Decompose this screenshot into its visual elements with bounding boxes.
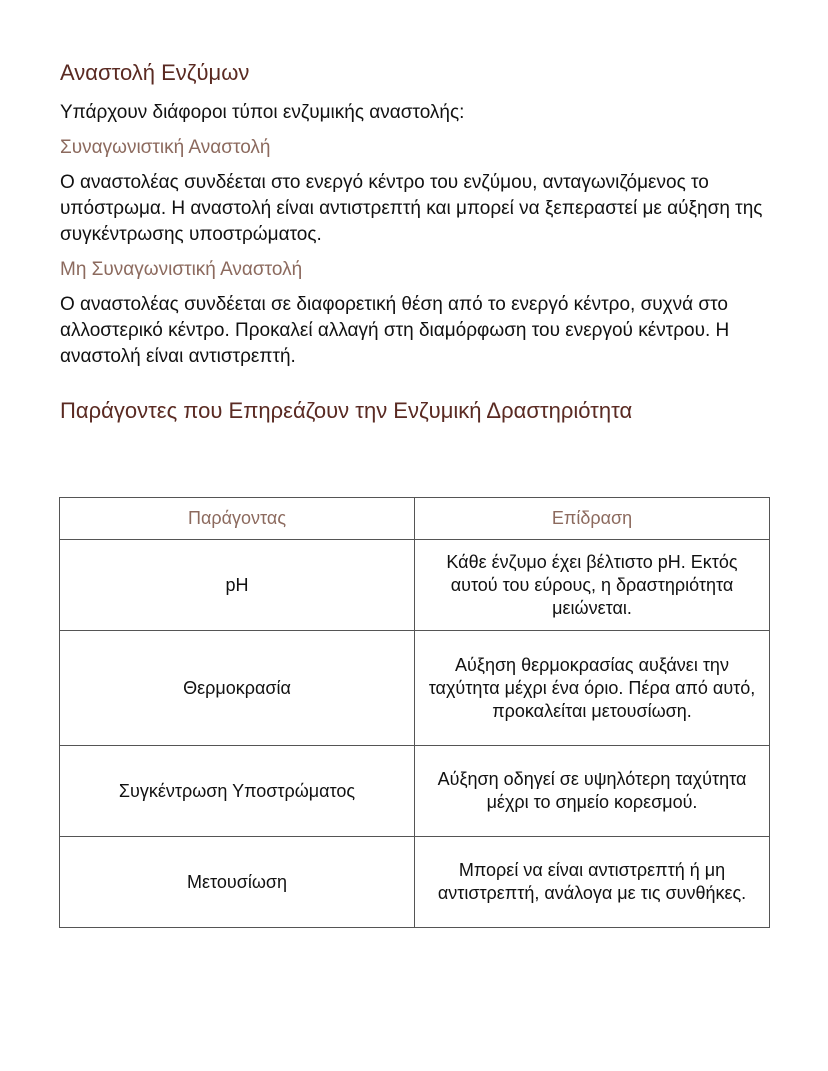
factor-cell: Μετουσίωση: [60, 837, 415, 928]
subtitle-noncompetitive: Μη Συναγωνιστική Αναστολή: [60, 259, 303, 280]
table-header-row: [60, 498, 770, 540]
table-row: [60, 837, 770, 928]
effect-cell: Αύξηση οδηγεί σε υψηλότερη ταχύτητα μέχρι το σημείο κορεσμού.: [415, 746, 770, 837]
competitive-paragraph: Ο αναστολέας συνδέεται στο ενεργό κέντρο του ενζύμου, ανταγωνιζόμενος το υπόστρωμα. Η αναστολή είναι αντιστρεπτή και μπορεί να ξεπεραστεί με αύξηση της συγκέντρωσης υποστρώματος.: [60, 172, 763, 245]
factors-table: [59, 497, 770, 928]
table-row: [60, 540, 770, 631]
factor-cell: Συγκέντρωση Υποστρώματος: [60, 746, 415, 837]
effect-cell: Μπορεί να είναι αντιστρεπτή ή μη αντιστρεπτή, ανάλογα με τις συνθήκες.: [415, 837, 770, 928]
effect-cell: Αύξηση θερμοκρασίας αυξάνει την ταχύτητα μέχρι ένα όριο. Πέρα από αυτό, προκαλείται μετουσίωση.: [415, 631, 770, 746]
intro-paragraph: Υπάρχουν διάφοροι τύποι ενζυμικής αναστολής:: [60, 102, 465, 123]
factor-cell: pH: [60, 540, 415, 631]
subtitle-competitive: Συναγωνιστική Αναστολή: [60, 137, 271, 158]
section-title-inhibition: Αναστολή Ενζύμων: [60, 60, 250, 85]
header-factor: Παράγοντας: [60, 498, 415, 540]
noncompetitive-paragraph: Ο αναστολέας συνδέεται σε διαφορετική θέση από το ενεργό κέντρο, συχνά στο αλλοστερικό κέντρο. Προκαλεί αλλαγή στη διαμόρφωση του ενεργού κέντρου. Η αναστολή είναι αντιστρεπτή.: [60, 294, 730, 367]
document-page: [60, 58, 772, 426]
table-row: [60, 631, 770, 746]
factor-cell: Θερμοκρασία: [60, 631, 415, 746]
section-title-factors: Παράγοντες που Επηρεάζουν την Ενζυμική Δραστηριότητα: [60, 398, 633, 423]
effect-cell: Κάθε ένζυμο έχει βέλτιστο pH. Εκτός αυτού του εύρους, η δραστηριότητα μειώνεται.: [415, 540, 770, 631]
table-row: [60, 746, 770, 837]
header-effect: Επίδραση: [415, 498, 770, 540]
